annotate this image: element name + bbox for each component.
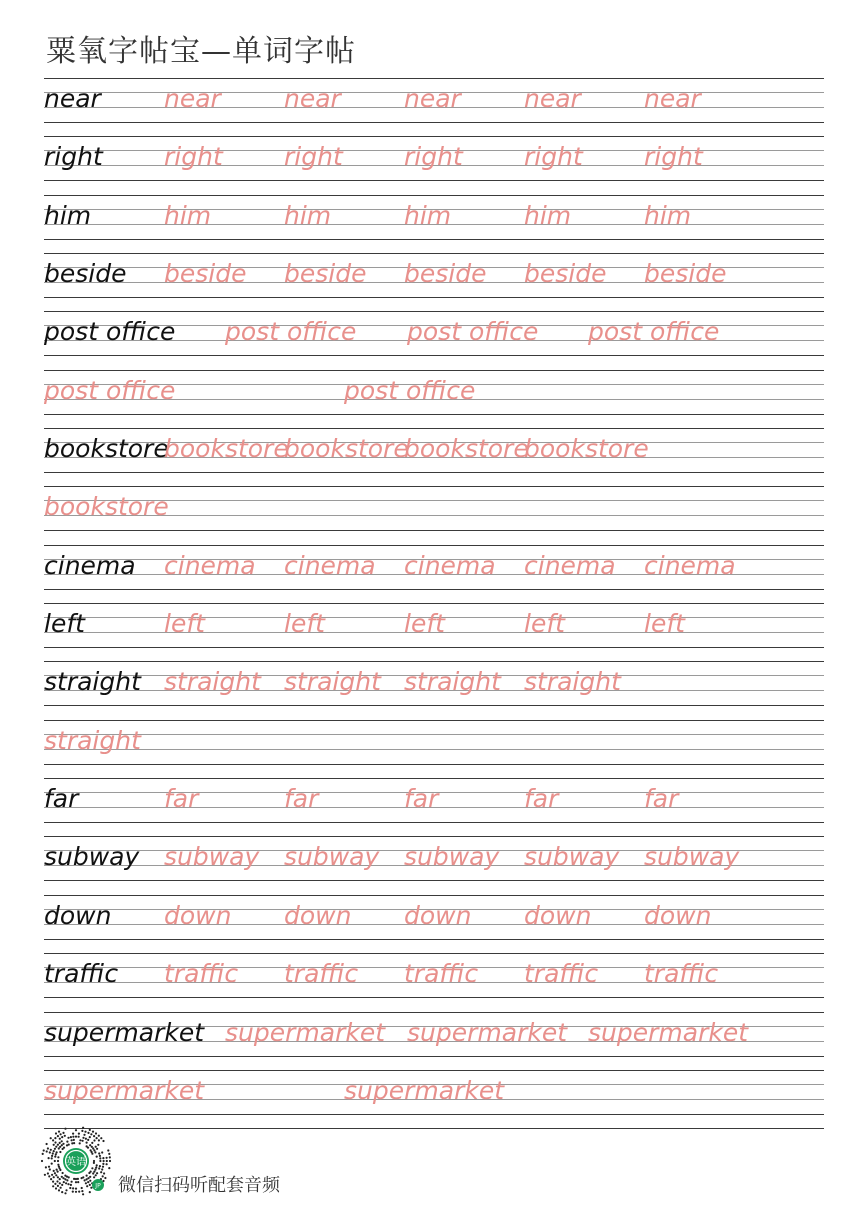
trace-word: post office [344, 375, 476, 405]
scan-caption: 微信扫码听配套音频 [118, 1175, 280, 1196]
trace-word: near [164, 84, 221, 113]
trace-word: subway [524, 842, 620, 872]
model-word: him [44, 200, 92, 230]
model-word: supermarket [44, 1017, 205, 1047]
trace-word: down [404, 900, 472, 930]
guide-line [44, 136, 824, 137]
guide-line [44, 647, 824, 648]
model-word: straight [44, 667, 141, 697]
practice-row [44, 195, 824, 253]
trace-word: right [524, 142, 583, 172]
trace-word: straight [404, 667, 501, 697]
trace-word: near [524, 84, 581, 113]
trace-word: right [644, 142, 703, 172]
guide-line [44, 749, 824, 750]
trace-word: near [644, 84, 701, 113]
trace-word: far [284, 784, 319, 814]
trace-word: far [164, 784, 199, 814]
model-word: traffic [44, 959, 119, 989]
guide-line [44, 311, 824, 312]
trace-word: him [404, 200, 452, 230]
practice-row [44, 428, 824, 486]
guide-line [44, 297, 824, 298]
model-word: right [44, 142, 103, 172]
practice-row [44, 720, 824, 778]
trace-word: beside [164, 259, 247, 289]
trace-word: post office [225, 317, 357, 347]
model-word: bookstore [44, 434, 169, 464]
practice-row [44, 953, 824, 1011]
guide-line [44, 953, 824, 954]
trace-word: cinema [644, 550, 736, 580]
guide-line [44, 122, 824, 123]
trace-word: him [164, 200, 212, 230]
practice-row [44, 1012, 824, 1070]
page-title: 粟氧字帖宝—单词字帖 [46, 34, 356, 69]
guide-line [44, 880, 824, 881]
model-word: beside [44, 259, 127, 289]
handwriting-sheet [44, 78, 824, 1129]
model-word: cinema [44, 550, 136, 580]
trace-word: straight [284, 667, 381, 697]
trace-word: traffic [524, 959, 599, 989]
guide-line [44, 836, 824, 837]
guide-line [44, 895, 824, 896]
practice-row [44, 486, 824, 544]
trace-word: supermarket [588, 1017, 749, 1047]
practice-row [44, 778, 824, 836]
trace-word: near [404, 84, 461, 113]
guide-line [44, 370, 824, 371]
trace-word: bookstore [524, 434, 649, 464]
trace-word: far [404, 784, 439, 814]
trace-word: straight [524, 667, 621, 697]
trace-word: straight [44, 725, 141, 755]
trace-word: supermarket [225, 1017, 386, 1047]
guide-line [44, 486, 824, 487]
guide-line [44, 530, 824, 531]
practice-row [44, 136, 824, 194]
guide-line [44, 661, 824, 662]
guide-line [44, 1114, 824, 1115]
model-word: near [44, 84, 101, 113]
practice-row [44, 836, 824, 894]
guide-line [44, 239, 824, 240]
trace-word: down [644, 900, 712, 930]
trace-word: near [284, 84, 341, 113]
trace-word: far [644, 784, 679, 814]
trace-word: traffic [404, 959, 479, 989]
trace-word: left [644, 609, 685, 639]
trace-word: cinema [524, 550, 616, 580]
trace-word: subway [644, 842, 740, 872]
trace-word: cinema [404, 550, 496, 580]
qr-code-icon[interactable] [40, 1125, 112, 1197]
model-word: subway [44, 842, 140, 872]
trace-word: post office [588, 317, 720, 347]
trace-word: right [284, 142, 343, 172]
guide-line [44, 720, 824, 721]
trace-word: supermarket [407, 1017, 568, 1047]
trace-word: beside [644, 259, 727, 289]
trace-word: post office [407, 317, 539, 347]
trace-word: far [524, 784, 559, 814]
guide-line [44, 1056, 824, 1057]
guide-line [44, 822, 824, 823]
trace-word: left [404, 609, 445, 639]
trace-word: traffic [164, 959, 239, 989]
guide-line [44, 1012, 824, 1013]
trace-word: supermarket [44, 1075, 205, 1105]
trace-word: bookstore [404, 434, 529, 464]
practice-row [44, 895, 824, 953]
guide-line [44, 78, 824, 79]
practice-row [44, 545, 824, 603]
trace-word: left [164, 609, 205, 639]
trace-word: cinema [284, 550, 376, 580]
guide-line [44, 253, 824, 254]
footer [40, 1125, 440, 1205]
trace-word: subway [404, 842, 500, 872]
practice-row [44, 78, 824, 136]
practice-row [44, 253, 824, 311]
practice-row [44, 661, 824, 719]
trace-word: him [644, 200, 692, 230]
trace-word: subway [284, 842, 380, 872]
guide-line [44, 778, 824, 779]
trace-word: down [164, 900, 232, 930]
trace-word: right [164, 142, 223, 172]
guide-line [44, 414, 824, 415]
guide-line [44, 603, 824, 604]
trace-word: bookstore [164, 434, 289, 464]
model-word: down [44, 900, 112, 930]
trace-word: traffic [284, 959, 359, 989]
trace-word: him [524, 200, 572, 230]
trace-word: cinema [164, 550, 256, 580]
guide-line [44, 428, 824, 429]
guide-line [44, 195, 824, 196]
model-word: far [44, 784, 79, 814]
trace-word: post office [44, 375, 176, 405]
guide-line [44, 734, 824, 735]
trace-word: beside [284, 259, 367, 289]
practice-row [44, 1070, 824, 1128]
guide-line [44, 472, 824, 473]
practice-row [44, 370, 824, 428]
guide-line [44, 180, 824, 181]
guide-line [44, 355, 824, 356]
guide-line [44, 705, 824, 706]
trace-word: bookstore [284, 434, 409, 464]
trace-word: beside [404, 259, 487, 289]
trace-word: subway [164, 842, 260, 872]
trace-word: traffic [644, 959, 719, 989]
trace-word: right [404, 142, 463, 172]
guide-line [44, 939, 824, 940]
trace-word: straight [164, 667, 261, 697]
trace-word: him [284, 200, 332, 230]
practice-row [44, 311, 824, 369]
guide-line [44, 545, 824, 546]
trace-word: bookstore [44, 492, 169, 522]
guide-line [44, 764, 824, 765]
guide-line [44, 997, 824, 998]
model-word: post office [44, 317, 176, 347]
model-word: left [44, 609, 85, 639]
guide-line [44, 1070, 824, 1071]
trace-word: beside [524, 259, 607, 289]
trace-word: down [284, 900, 352, 930]
badge-text: 英语 [66, 1157, 86, 1168]
guide-line [44, 589, 824, 590]
trace-word: left [524, 609, 565, 639]
practice-row [44, 603, 824, 661]
trace-word: supermarket [344, 1075, 505, 1105]
trace-word: left [284, 609, 325, 639]
badge-sub-text: JP [95, 1182, 101, 1190]
trace-word: down [524, 900, 592, 930]
